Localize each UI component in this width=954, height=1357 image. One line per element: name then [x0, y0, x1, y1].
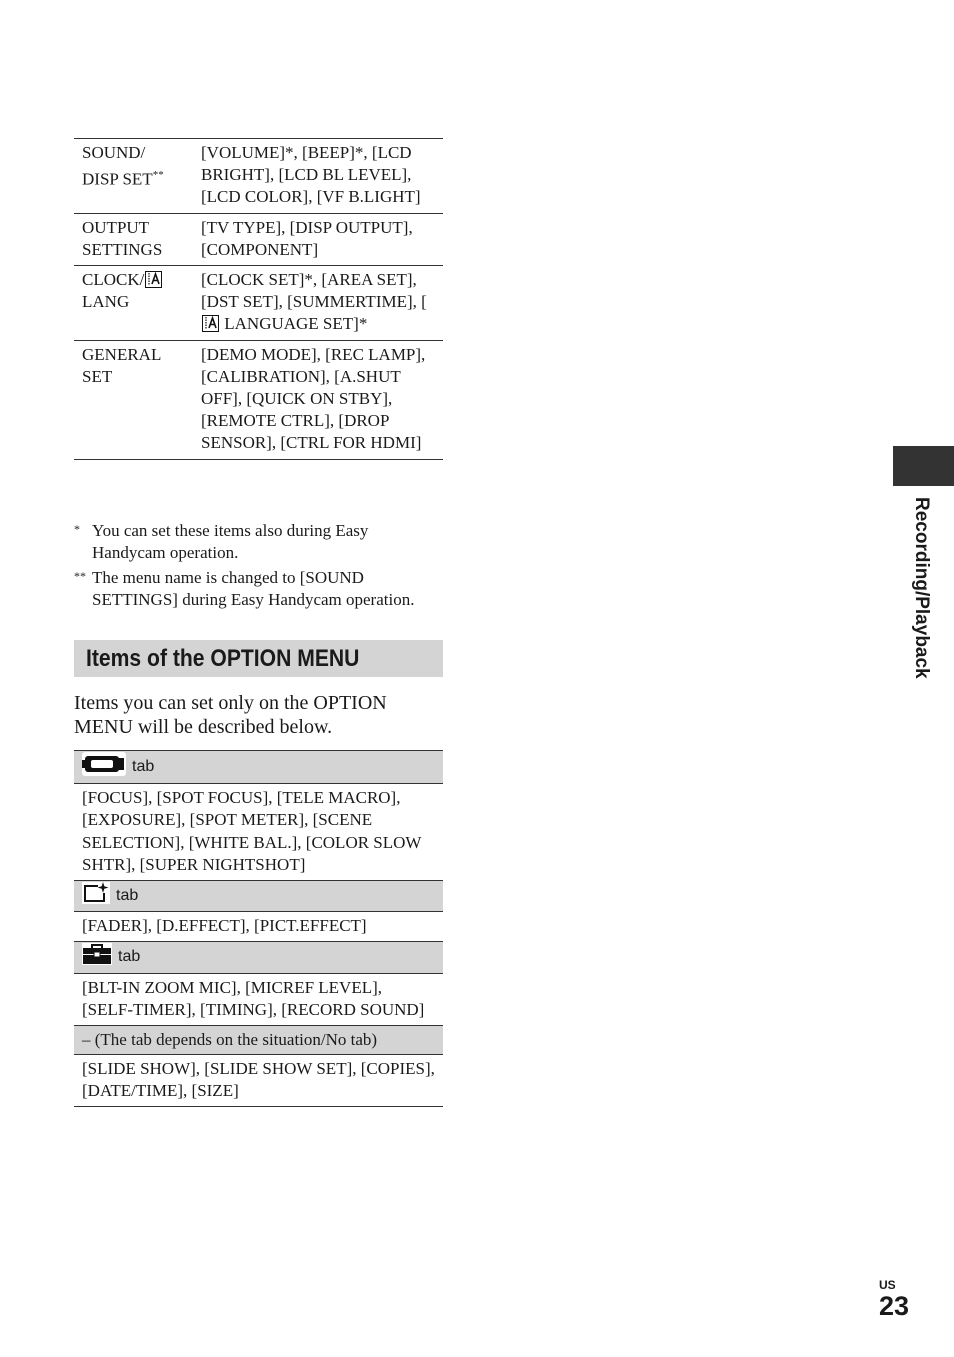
- table-row: [74, 266, 443, 341]
- footnotes: [74, 520, 443, 614]
- language-icon: [202, 315, 219, 332]
- tab-label: tab: [132, 758, 155, 775]
- setting-name: CLOCK/ LANG: [74, 266, 193, 341]
- setting-items: [CLOCK SET]*, [AREA SET], [DST SET], [SUMMERTIME], [ LANGUAGE SET]*: [193, 266, 443, 341]
- region-code: US: [879, 1278, 896, 1292]
- section-heading: Items of the OPTION MENU: [74, 640, 443, 677]
- tab-label: tab: [118, 948, 141, 966]
- option-menu-table: [74, 750, 443, 1107]
- table-row: [74, 340, 443, 459]
- option-items: [SLIDE SHOW], [SLIDE SHOW SET], [COPIES], [DATE/TIME], [SIZE]: [74, 1055, 443, 1107]
- setting-items: [TV TYPE], [DISP OUTPUT], [COMPONENT]: [193, 213, 443, 265]
- camera-icon: [82, 752, 126, 782]
- option-items: [FADER], [D.EFFECT], [PICT.EFFECT]: [74, 912, 443, 942]
- tab-header-row: [74, 1026, 443, 1055]
- table-row: [74, 139, 443, 214]
- footnote-text: You can set these items also during Easy Handycam operation.: [92, 521, 369, 562]
- tab-header-row: [74, 881, 443, 912]
- intro-paragraph: Items you can set only on the OPTION MENU will be described below.: [74, 692, 387, 738]
- setting-name: GENERAL SET: [74, 340, 193, 459]
- page-number: 23: [879, 1291, 910, 1321]
- table-row: [74, 213, 443, 265]
- settings-table: [74, 138, 443, 460]
- footnote: [74, 567, 443, 611]
- option-items: [FOCUS], [SPOT FOCUS], [TELE MACRO], [EXPOSURE], [SPOT METER], [SCENE SELECTION], [WHITE BAL.], [COLOR SLOW SHTR], [SUPER NIGHTSHOT]: [74, 784, 443, 881]
- footnote: [74, 520, 443, 564]
- footnote-mark: *: [74, 522, 80, 536]
- footnote-text: The menu name is changed to [SOUND SETTINGS] during Easy Handycam operation.: [92, 568, 415, 609]
- page-number-block: [879, 1279, 909, 1321]
- tab-header-row: [74, 751, 443, 784]
- table-row: [74, 784, 443, 881]
- setting-name: OUTPUT SETTINGS: [74, 213, 193, 265]
- language-icon: [145, 271, 162, 288]
- side-tab-marker: [893, 446, 954, 486]
- toolbox-icon: [82, 943, 112, 971]
- setting-items: [DEMO MODE], [REC LAMP], [CALIBRATION], [A.SHUT OFF], [QUICK ON STBY], [REMOTE CTRL], [DROP SENSOR], [CTRL FOR HDMI]: [193, 340, 443, 459]
- tab-label: tab: [116, 887, 139, 905]
- no-tab-label: – (The tab depends on the situation/No tab): [74, 1026, 443, 1055]
- table-row: [74, 912, 443, 942]
- footnote-mark: **: [74, 569, 86, 583]
- table-row: [74, 1055, 443, 1107]
- table-row: [74, 973, 443, 1025]
- setting-name: SOUND/ DISP SET**: [74, 139, 193, 214]
- sparkle-frame-icon: [82, 882, 110, 910]
- setting-items: [VOLUME]*, [BEEP]*, [LCD BRIGHT], [LCD BL LEVEL], [LCD COLOR], [VF B.LIGHT]: [193, 139, 443, 214]
- tab-header-row: [74, 942, 443, 973]
- option-items: [BLT-IN ZOOM MIC], [MICREF LEVEL], [SELF-TIMER], [TIMING], [RECORD SOUND]: [74, 973, 443, 1025]
